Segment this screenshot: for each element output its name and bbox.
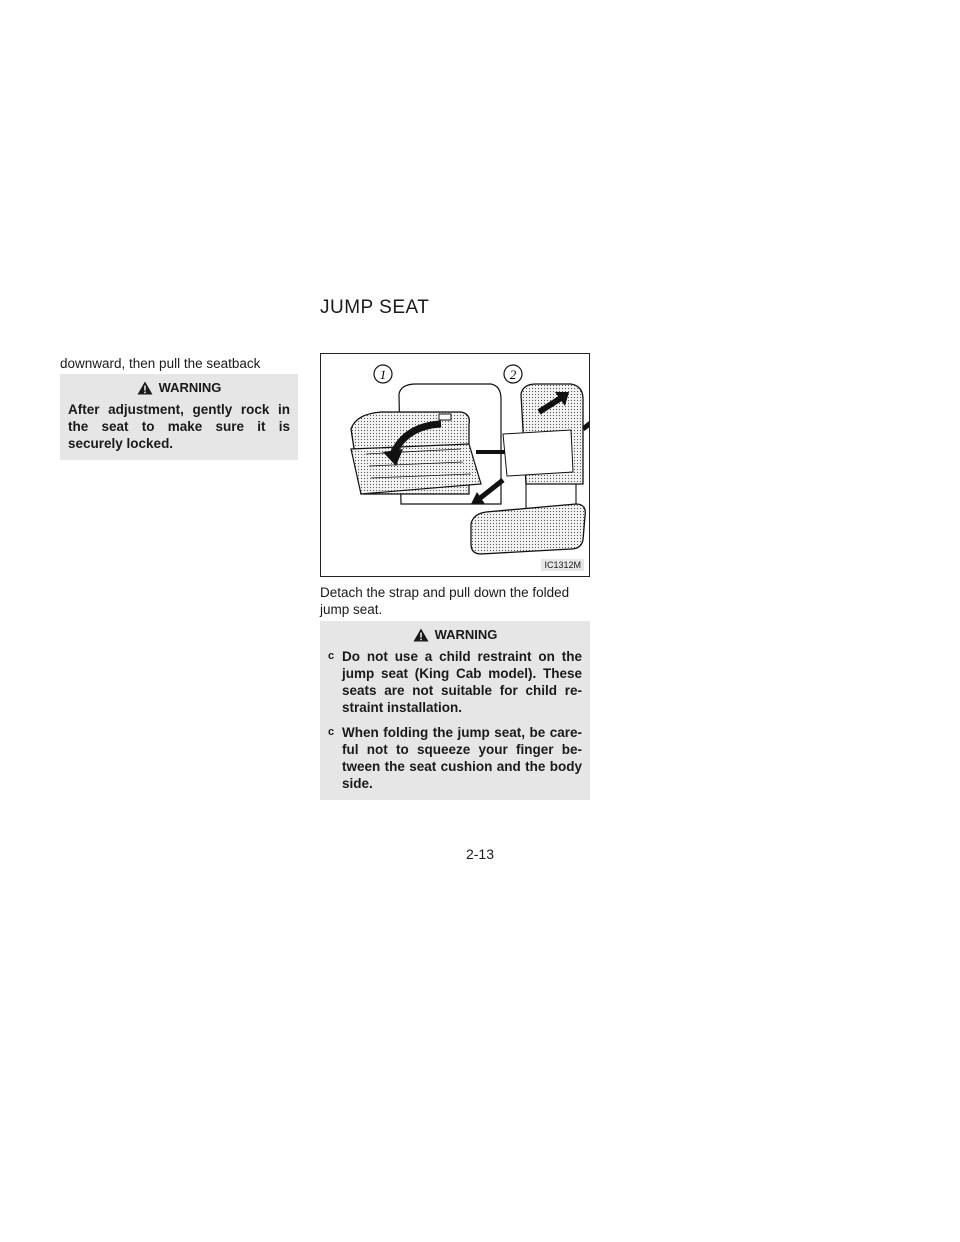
warning-heading-text: WARNING [158,380,222,395]
warning-box-right [320,621,590,800]
section-title: JUMP SEAT [320,297,430,318]
warning-item [328,724,582,792]
bullet-glyph: c [328,650,335,662]
warning-item [328,648,582,716]
page-number: 2-13 [465,846,495,862]
warning-heading-text: WARNING [434,627,498,642]
warning-item-text: When folding the jump seat, be care-ful not to squeeze your finger be-tween the seat cushion and the body side. [342,725,582,791]
unfolded-seat-drawing [321,354,589,576]
bullet-glyph: c [328,726,335,738]
warning-triangle-icon [413,628,429,642]
warning-body-right [328,648,582,792]
warning-body-left: After adjustment, gently rock in the seat to make sure it is securely locked. [68,402,290,451]
right-intro-text: Detach the strap and pull down the folded jump seat. [320,585,570,617]
svg-text:2: 2 [509,367,517,382]
figure-code: IC1312M [541,559,584,571]
jump-seat-figure [320,353,590,577]
svg-text:1: 1 [379,367,387,382]
warning-item-text: Do not use a child restraint on the jump seat (King Cab model). These seats are not suitable for child re-straint installation. [342,649,582,715]
warning-triangle-icon [137,381,153,395]
warning-heading-right [328,627,582,642]
warning-heading-left [68,380,290,395]
left-intro-text: downward, then pull the seatback [60,356,261,371]
warning-box-left [60,374,298,460]
